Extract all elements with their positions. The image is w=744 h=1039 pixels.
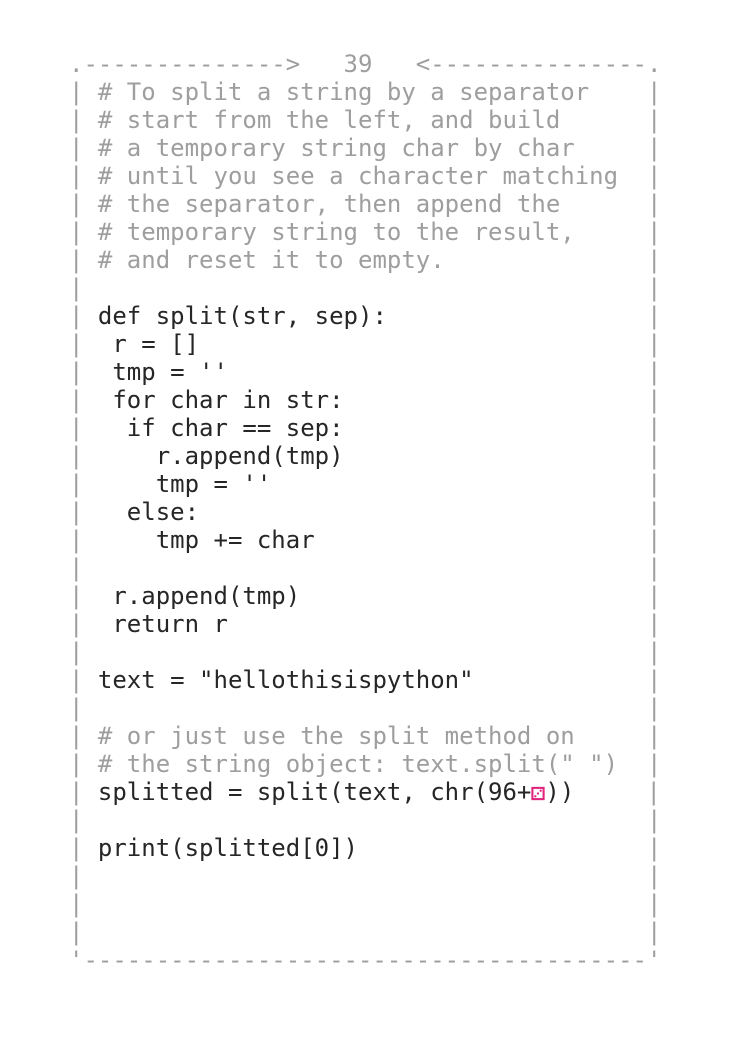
- code-text: def split(str, sep):: [83, 302, 647, 330]
- frame-pipe-right: |: [646, 78, 662, 106]
- frame-pipe-left: |: [69, 526, 84, 554]
- dice-icon: [531, 786, 545, 801]
- frame-border-line: [69, 50, 744, 78]
- frame-pipe-right: |: [646, 806, 662, 834]
- frame-pipe-right: |: [646, 470, 662, 498]
- frame-border-line: [69, 946, 744, 974]
- frame-pipe-right: |: [646, 218, 662, 246]
- code-line: [69, 134, 744, 162]
- comment-text: # a temporary string char by char: [83, 134, 647, 162]
- frame-pipe-left: |: [69, 694, 84, 722]
- frame-pipe-right: |: [646, 134, 662, 162]
- code-line: [69, 246, 744, 274]
- frame-pipe-right: |: [646, 302, 662, 330]
- comment-text: # the string object: text.split(" "): [83, 750, 647, 778]
- code-text: tmp = '': [83, 358, 647, 386]
- code-text: for char in str:: [83, 386, 647, 414]
- frame-pipe-right: |: [646, 190, 662, 218]
- code-text: r = []: [83, 330, 647, 358]
- frame-pipe-left: |: [69, 554, 84, 582]
- frame-pipe-left: |: [69, 498, 84, 526]
- code-line: [69, 106, 744, 134]
- frame-pipe-right: |: [646, 526, 662, 554]
- code-line: [69, 78, 744, 106]
- frame-pipe-left: |: [69, 358, 84, 386]
- frame-pipe-left: |: [69, 722, 84, 750]
- frame-pipe-left: |: [69, 330, 84, 358]
- code-line: [69, 274, 744, 302]
- code-line: [69, 330, 744, 358]
- code-line: [69, 666, 744, 694]
- frame-pipe-left: |: [69, 414, 84, 442]
- frame-pipe-right: |: [646, 666, 662, 694]
- frame-pipe-left: |: [69, 806, 84, 834]
- frame-pipe-left: |: [69, 834, 84, 862]
- frame-pipe-left: |: [69, 386, 84, 414]
- code-line: [69, 806, 744, 834]
- code-line: [69, 610, 744, 638]
- code-line: [69, 834, 744, 862]
- code-text: tmp = '': [83, 470, 647, 498]
- code-line: [69, 582, 744, 610]
- comment-text: # temporary string to the result,: [83, 218, 647, 246]
- frame-pipe-right: |: [646, 358, 662, 386]
- frame-pipe-right: |: [646, 582, 662, 610]
- frame-pipe-right: |: [646, 554, 662, 582]
- frame-pipe-left: |: [69, 162, 84, 190]
- frame-pipe-left: |: [69, 890, 84, 918]
- frame-pipe-left: |: [69, 666, 84, 694]
- code-line: [69, 442, 744, 470]
- frame-pipe-left: |: [69, 78, 84, 106]
- code-text: splitted = split(text, chr(96+ )): [83, 778, 647, 806]
- ascii-code-frame: [69, 50, 744, 974]
- frame-pipe-left: |: [69, 218, 84, 246]
- frame-pipe-left: |: [69, 750, 84, 778]
- frame-pipe-right: |: [646, 442, 662, 470]
- code-line: [69, 190, 744, 218]
- frame-pipe-right: |: [646, 750, 662, 778]
- frame-pipe-right: |: [646, 274, 662, 302]
- code-text: [83, 862, 647, 890]
- code-line: [69, 890, 744, 918]
- code-line: [69, 470, 744, 498]
- comment-text: # the separator, then append the: [83, 190, 647, 218]
- code-line: [69, 750, 744, 778]
- code-text: [83, 806, 647, 834]
- code-line: [69, 218, 744, 246]
- code-line: [69, 358, 744, 386]
- frame-pipe-right: |: [646, 330, 662, 358]
- code-line: [69, 862, 744, 890]
- code-line: [69, 386, 744, 414]
- code-text: r.append(tmp): [83, 442, 647, 470]
- frame-pipe-left: |: [69, 134, 84, 162]
- frame-pipe-right: |: [646, 414, 662, 442]
- frame-pipe-right: |: [646, 638, 662, 666]
- frame-pipe-left: |: [69, 442, 84, 470]
- frame-pipe-left: |: [69, 190, 84, 218]
- code-text: return r: [83, 610, 647, 638]
- code-text: else:: [83, 498, 647, 526]
- frame-pipe-left: |: [69, 106, 84, 134]
- frame-pipe-right: |: [646, 610, 662, 638]
- code-line: [69, 554, 744, 582]
- frame-pipe-left: |: [69, 638, 84, 666]
- code-line: [69, 638, 744, 666]
- comment-text: # until you see a character matching: [83, 162, 647, 190]
- frame-pipe-right: |: [646, 162, 662, 190]
- frame-pipe-left: |: [69, 918, 84, 946]
- code-line: [69, 498, 744, 526]
- frame-pipe-right: |: [646, 246, 662, 274]
- code-text: [83, 918, 647, 946]
- code-line: [69, 526, 744, 554]
- code-text: text = "hellothisispython": [83, 666, 647, 694]
- frame-pipe-right: |: [646, 918, 662, 946]
- frame-pipe-right: |: [646, 498, 662, 526]
- frame-pipe-left: |: [69, 582, 84, 610]
- code-line: [69, 918, 744, 946]
- code-text: r.append(tmp): [83, 582, 647, 610]
- frame-pipe-right: |: [646, 890, 662, 918]
- frame-pipe-left: |: [69, 246, 84, 274]
- frame-pipe-right: |: [646, 386, 662, 414]
- frame-pipe-right: |: [646, 834, 662, 862]
- comment-text: # start from the left, and build: [83, 106, 647, 134]
- frame-pipe-left: |: [69, 610, 84, 638]
- comment-text: # and reset it to empty.: [83, 246, 647, 274]
- frame-pipe-right: |: [646, 722, 662, 750]
- frame-pipe-right: |: [646, 778, 661, 806]
- code-line: [69, 414, 744, 442]
- frame-pipe-left: |: [69, 470, 84, 498]
- frame-border-text: '---------------------------------------': [69, 946, 662, 974]
- code-text: [83, 694, 647, 722]
- code-line: [69, 694, 744, 722]
- code-line: [69, 722, 744, 750]
- comment-text: # or just use the split method on: [83, 722, 647, 750]
- code-text: [83, 890, 647, 918]
- frame-pipe-left: |: [69, 274, 84, 302]
- frame-border-text: .--------------> 39 <---------------.: [69, 50, 662, 78]
- code-text: [83, 554, 647, 582]
- frame-pipe-right: |: [646, 694, 662, 722]
- code-line: [69, 302, 744, 330]
- code-text: print(splitted[0]): [83, 834, 647, 862]
- frame-pipe-left: |: [69, 302, 84, 330]
- code-line: [69, 778, 744, 806]
- code-text: [83, 274, 647, 302]
- code-text: tmp += char: [83, 526, 647, 554]
- comment-text: # To split a string by a separator: [83, 78, 647, 106]
- frame-pipe-right: |: [646, 106, 662, 134]
- code-line: [69, 162, 744, 190]
- frame-pipe-left: |: [69, 778, 84, 806]
- frame-pipe-right: |: [646, 862, 662, 890]
- frame-pipe-left: |: [69, 862, 84, 890]
- code-text: if char == sep:: [83, 414, 647, 442]
- code-text: [83, 638, 647, 666]
